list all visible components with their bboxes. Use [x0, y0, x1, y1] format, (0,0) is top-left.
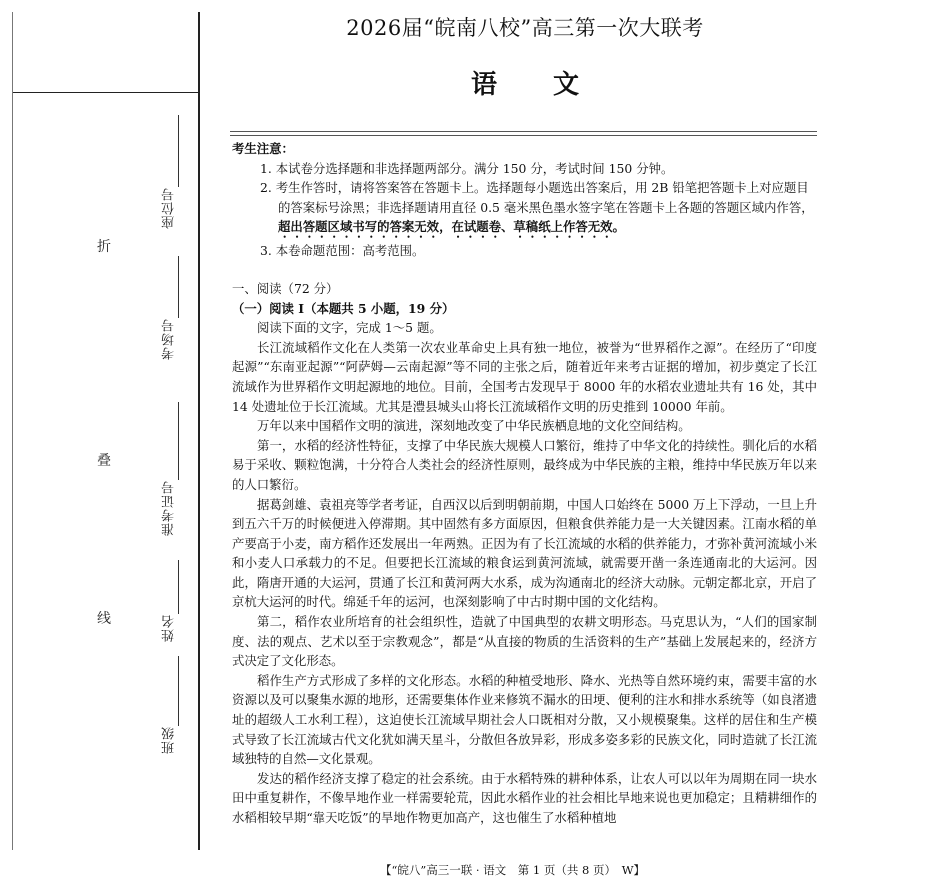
admission-number-field [160, 480, 190, 560]
notice-item-2 [232, 178, 817, 241]
fold-char-2: 叠 [97, 453, 111, 469]
sub-section-heading: （一）阅读 Ⅰ（本题共 5 小题，19 分） [232, 300, 455, 316]
exam-room-label: 考场号 [162, 318, 177, 360]
header-rule-top [230, 131, 817, 132]
passage-paragraph: 第二，稻作农业所培育的社会组织性，造就了中国典型的农耕文明形态。马克思认为，“人们的国家制度、法的观点、艺术以至于宗教观念”，都是“从直接的物质的生活资料的生产”基础上发展起来的，经济方式决定了文化形态。 [232, 614, 817, 669]
name-line [178, 560, 179, 614]
admission-number-line [178, 402, 179, 480]
passage-paragraph: 稻作生产方式形成了多样的文化形态。水稻的种植受地形、降水、光热等自然环境约束，需要丰富的水资源以及可以聚集水源的地形，还需要集体作业来修筑不漏水的田埂、便利的注水和排水系统等（如良渚遗址的超级人工水利工程），这迫使长江流域早期社会人口既相对分散，又小规模聚集。这样的居住和生产模式导致了长江流域古代文化犹如满天星斗，分散但各放异彩，形成多姿多彩的民族文化，同时造就了长江流域独特的自然—文化景观。 [232, 672, 817, 767]
passage-paragraph: 第一，水稻的经济性特征，支撑了中华民族大规模人口繁衍，维持了中华文化的持续性。驯化后的水稻易于采收、颗粒饱满，十分符合人类社会的经济性原则，最终成为中华民族的主粮，维持中华民族万年以来的人口繁衍。 [232, 437, 817, 492]
fold-char-3: 线 [97, 611, 111, 627]
notice-item-2-emphasis: 超出答题区域书写的答案无效，在试题卷、草稿纸上作答无效。 [278, 219, 625, 235]
passage-paragraph: 万年以来中国稻作文明的演进，深刻地改变了中华民族栖息地的文化空间结构。 [257, 418, 691, 434]
name-field [160, 614, 190, 654]
subject-title [230, 64, 820, 101]
page-footer: 【“皖八”高三一联 · 语文 第 1 页（共 8 页） W】 [380, 863, 646, 877]
exam-room-line [178, 256, 179, 318]
seat-number-field [160, 175, 190, 245]
fold-char-1: 折 [97, 239, 111, 255]
exam-room-field [160, 318, 190, 388]
passage-paragraph: 据葛剑雄、袁祖亮等学者考证，自西汉以后到明朝前期，中国人口始终在 5000 万上下浮动，一旦上升到五六千万的时候便进入停滞期。其中固然有多方面原因，但粮食供养能力是一大关键因素。江南水稻的单产要高于小麦，南方稻作还发展出一年两熟。正因为有了长江流域的水稻的供养能力，才弥补黄河流域小米和小麦人口承载力的不足。但要把长江流域的粮食运到黄河流域，就需要开凿一条连通南北的大运河。因此，隋唐开通的大运河，贯通了长江和黄河两大水系，成为沟通南北的经济大动脉。元朝定都北京，开启了京杭大运河的时代。绵延千年的运河，也深刻影响了中古时期中国的文化结构。 [232, 496, 817, 610]
exam-title: 2026届“皖南八校”高三第一次大联考 [346, 16, 704, 40]
class-line [178, 656, 179, 726]
passage-paragraph: 发达的稻作经济支撑了稳定的社会系统。由于水稻特殊的耕种体系，让农人可以以年为周期在同一块水田中重复耕作，不像旱地作业一样需要轮荒，因此水稻作业的社会相比旱地来说也更加稳定；且精耕细作的水稻相较早期“靠天吃饭”的旱地作物更加高产，这也催生了水稻种植地 [232, 770, 817, 825]
header-rule-bottom [230, 135, 817, 136]
section-heading: 一、阅读（72 分） [232, 280, 339, 296]
admission-number-label: 准考证号 [162, 480, 177, 536]
class-field [160, 726, 190, 766]
notice-heading: 考生注意： [232, 141, 294, 156]
notice-item-2-text: 2. 考生作答时，请将答案答在答题卡上。选择题每小题选出答案后，用 2B 铅笔把答题卡上对应题目的答案标号涂黑；非选择题请用直径 0.5 毫米黑色墨水签字笔在答题卡上各题的答题区域内作答， [260, 180, 814, 215]
class-label: 班级 [162, 726, 177, 754]
subject-char-2: 文 [553, 70, 580, 100]
binding-vertical-line [198, 12, 200, 850]
instruction: 阅读下面的文字，完成 1～5 题。 [257, 320, 442, 336]
seat-number-line [178, 115, 179, 187]
binding-top-rule [12, 92, 198, 93]
notice-item-3: 3. 本卷命题范围：高考范围。 [260, 243, 425, 259]
notice-item-1: 1. 本试卷分选择题和非选择题两部分。满分 150 分，考试时间 150 分钟。 [260, 160, 674, 176]
seat-number-label: 座位号 [162, 187, 177, 229]
name-label: 姓名 [162, 614, 177, 642]
subject-char-1: 语 [470, 70, 497, 100]
exam-content [232, 139, 817, 828]
binding-left-line [12, 12, 13, 850]
passage-paragraph: 长江流域稻作文化在人类第一次农业革命史上具有独一地位，被誉为“世界稻作之源”。在经历了“印度起源”“东南亚起源”“阿萨姆—云南起源”等不同的主张之后，随着近年来考古证据的增加，初步奠定了长江流域作为世界稻作文明起源地的地位。目前，全国考古发现早于 8000 年的水稻农业遗址共有 16 处，其中 14 处遗址位于长江流域。尤其是澧县城头山将长江流域稻作文明的历史推到 10000 年前。 [232, 339, 817, 414]
